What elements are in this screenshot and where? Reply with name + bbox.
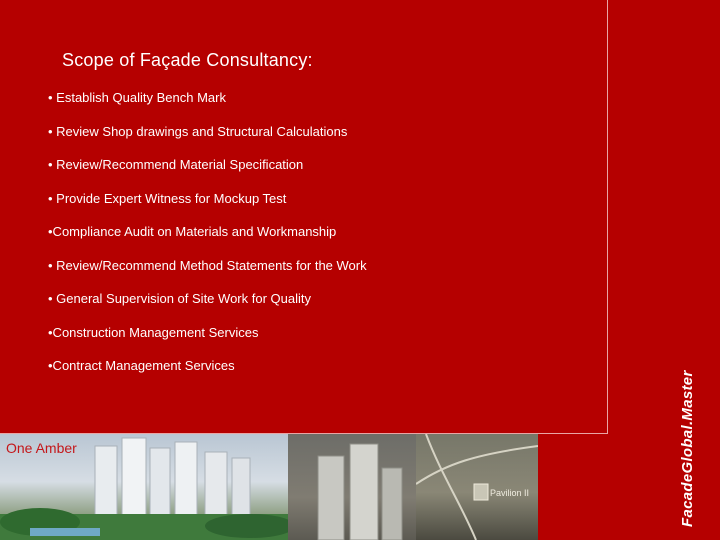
bullet-item: • Review/Recommend Method Statements for the Work [48,257,367,273]
bullet-item: • Review Shop drawings and Structural Calculations [48,123,348,139]
brochure-text: Pavilion II [490,488,530,498]
bullet-item: • General Supervision of Site Work for Quality [48,291,311,306]
tower-photo-2 [288,434,416,540]
bullet-item: •Construction Management Services [48,324,259,340]
bullet-item: • Establish Quality Bench Mark [48,90,226,105]
photo-caption: One Amber [6,440,77,456]
brochure-illustration [416,434,538,540]
slide-title: Scope of Façade Consultancy: [62,50,313,70]
tower-photo-one-amber [0,434,288,540]
photo-strip [0,434,538,540]
bullet-item: • Review/Recommend Material Specification [48,157,304,172]
bullet-item: • Provide Expert Witness for Mockup Test [48,190,287,206]
bullet-item: •Contract Management Services [48,358,235,373]
bullet-list [48,89,367,391]
side-label: FacadeGlobal.Master [679,370,696,527]
tower-illustration [288,434,416,540]
bullet-item: •Compliance Audit on Materials and Workmanship [48,224,337,239]
brochure-photo [416,434,538,540]
